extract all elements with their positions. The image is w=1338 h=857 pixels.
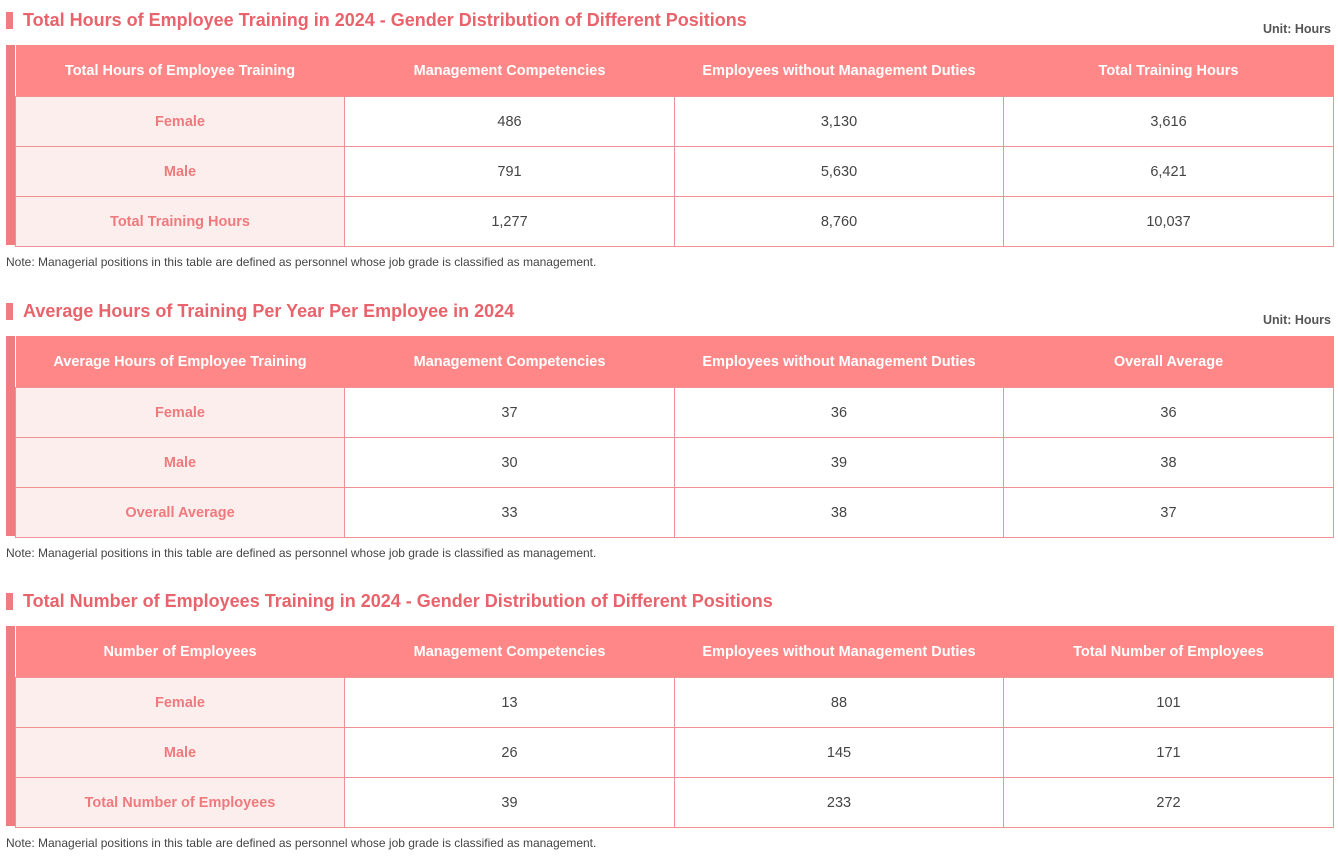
column-header: Employees without Management Duties <box>675 45 1004 97</box>
row-header: Total Training Hours <box>16 197 345 247</box>
table-row <box>16 97 1334 147</box>
section-title <box>6 301 514 321</box>
row-header: Female <box>16 97 345 147</box>
title-marker <box>6 12 13 29</box>
section-title-text: Average Hours of Training Per Year Per Employee in 2024 <box>23 300 515 321</box>
average-hours-table <box>15 336 1334 538</box>
section-title <box>6 10 747 30</box>
table-cell: 10,037 <box>1004 197 1334 247</box>
column-header: Employees without Management Duties <box>675 336 1004 388</box>
table-row <box>16 388 1334 438</box>
table-cell: 171 <box>1004 728 1334 778</box>
training-hours-table <box>15 45 1334 247</box>
table-row <box>16 438 1334 488</box>
table-row <box>16 488 1334 538</box>
row-header: Total Number of Employees <box>16 778 345 828</box>
row-header: Male <box>16 438 345 488</box>
table-row <box>16 197 1334 247</box>
table-row <box>16 778 1334 828</box>
table-row <box>16 678 1334 728</box>
row-header: Female <box>16 678 345 728</box>
table-cell: 38 <box>675 488 1004 538</box>
table-cell: 33 <box>345 488 675 538</box>
table-cell: 1,277 <box>345 197 675 247</box>
table-note: Note: Managerial positions in this table are defined as personnel whose job grade is classified as management. <box>6 546 597 560</box>
column-header: Average Hours of Employee Training <box>16 336 345 388</box>
column-header: Management Competencies <box>345 336 675 388</box>
table-cell: 39 <box>675 438 1004 488</box>
table-cell: 791 <box>345 147 675 197</box>
row-header: Male <box>16 147 345 197</box>
table-cell: 36 <box>1004 388 1334 438</box>
table-row <box>16 147 1334 197</box>
table-header-row <box>16 336 1334 388</box>
column-header: Total Hours of Employee Training <box>16 45 345 97</box>
table-row <box>16 728 1334 778</box>
section-title-text: Total Number of Employees Training in 2024 - Gender Distribution of Different Positions <box>23 590 773 611</box>
table-container <box>6 626 1333 826</box>
table-cell: 145 <box>675 728 1004 778</box>
unit-label: Unit: Hours <box>1262 22 1331 36</box>
employee-count-table <box>15 626 1334 828</box>
table-note: Note: Managerial positions in this table are defined as personnel whose job grade is classified as management. <box>6 836 597 850</box>
table-cell: 26 <box>345 728 675 778</box>
row-header: Male <box>16 728 345 778</box>
table-header-row <box>16 626 1334 678</box>
title-marker <box>6 593 13 610</box>
row-header: Overall Average <box>16 488 345 538</box>
table-note: Note: Managerial positions in this table are defined as personnel whose job grade is classified as management. <box>6 255 597 269</box>
table-cell: 8,760 <box>675 197 1004 247</box>
column-header: Management Competencies <box>345 45 675 97</box>
table-cell: 233 <box>675 778 1004 828</box>
column-header: Overall Average <box>1004 336 1334 388</box>
table-cell: 30 <box>345 438 675 488</box>
column-header: Employees without Management Duties <box>675 626 1004 678</box>
table-cell: 37 <box>345 388 675 438</box>
table-container <box>6 45 1333 245</box>
section-title <box>6 591 773 611</box>
table-cell: 486 <box>345 97 675 147</box>
table-cell: 88 <box>675 678 1004 728</box>
table-cell: 3,616 <box>1004 97 1334 147</box>
table-cell: 101 <box>1004 678 1334 728</box>
column-header: Total Number of Employees <box>1004 626 1334 678</box>
table-cell: 272 <box>1004 778 1334 828</box>
table-cell: 38 <box>1004 438 1334 488</box>
table-cell: 39 <box>345 778 675 828</box>
column-header: Total Training Hours <box>1004 45 1334 97</box>
table-cell: 6,421 <box>1004 147 1334 197</box>
row-header: Female <box>16 388 345 438</box>
section-title-text: Total Hours of Employee Training in 2024 - Gender Distribution of Different Positions <box>23 9 747 30</box>
unit-label: Unit: Hours <box>1262 313 1331 327</box>
column-header: Number of Employees <box>16 626 345 678</box>
column-header: Management Competencies <box>345 626 675 678</box>
table-header-row <box>16 45 1334 97</box>
table-cell: 5,630 <box>675 147 1004 197</box>
table-cell: 3,130 <box>675 97 1004 147</box>
table-container <box>6 336 1333 536</box>
table-cell: 36 <box>675 388 1004 438</box>
table-cell: 13 <box>345 678 675 728</box>
title-marker <box>6 303 13 320</box>
table-cell: 37 <box>1004 488 1334 538</box>
